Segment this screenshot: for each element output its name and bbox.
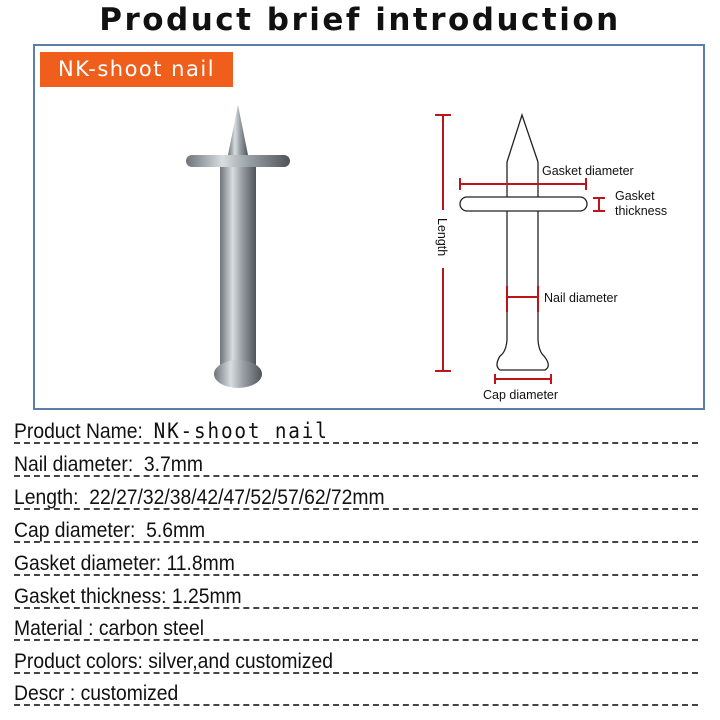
spec-row-cap-diameter: Cap diameter: 5.6mm: [14, 509, 698, 543]
nail-dimension-diagram: [420, 100, 700, 410]
product-tag: NK-shoot nail: [40, 52, 233, 87]
spec-row-length: Length: 22/27/32/38/42/47/52/57/62/72mm: [14, 476, 698, 510]
page-title: Product brief introduction: [99, 2, 621, 38]
nail-photo: [170, 100, 310, 400]
spec-row-product-colors: Product colors: silver,and customized: [14, 640, 698, 674]
gasket-thickness-label-2: thickness: [615, 204, 668, 218]
spec-row-nail-diameter: Nail diameter: 3.7mm: [14, 443, 698, 477]
cap-diameter-label: Cap diameter: [483, 388, 559, 402]
nail-diameter-label: Nail diameter: [544, 291, 618, 305]
spec-row-product-name: Product Name: NK-shoot nail: [14, 410, 698, 444]
spec-row-material: Material : carbon steel: [14, 607, 698, 641]
gasket-diameter-label: Gasket diameter: [542, 164, 634, 178]
spec-row-gasket-thickness: Gasket thickness: 1.25mm: [14, 575, 698, 609]
length-label: Length: [435, 218, 449, 257]
spec-row-gasket-diameter: Gasket diameter: 11.8mm: [14, 542, 698, 576]
spec-row-descr: Descr : customized: [14, 672, 698, 706]
gasket-thickness-label-1: Gasket: [615, 189, 655, 203]
